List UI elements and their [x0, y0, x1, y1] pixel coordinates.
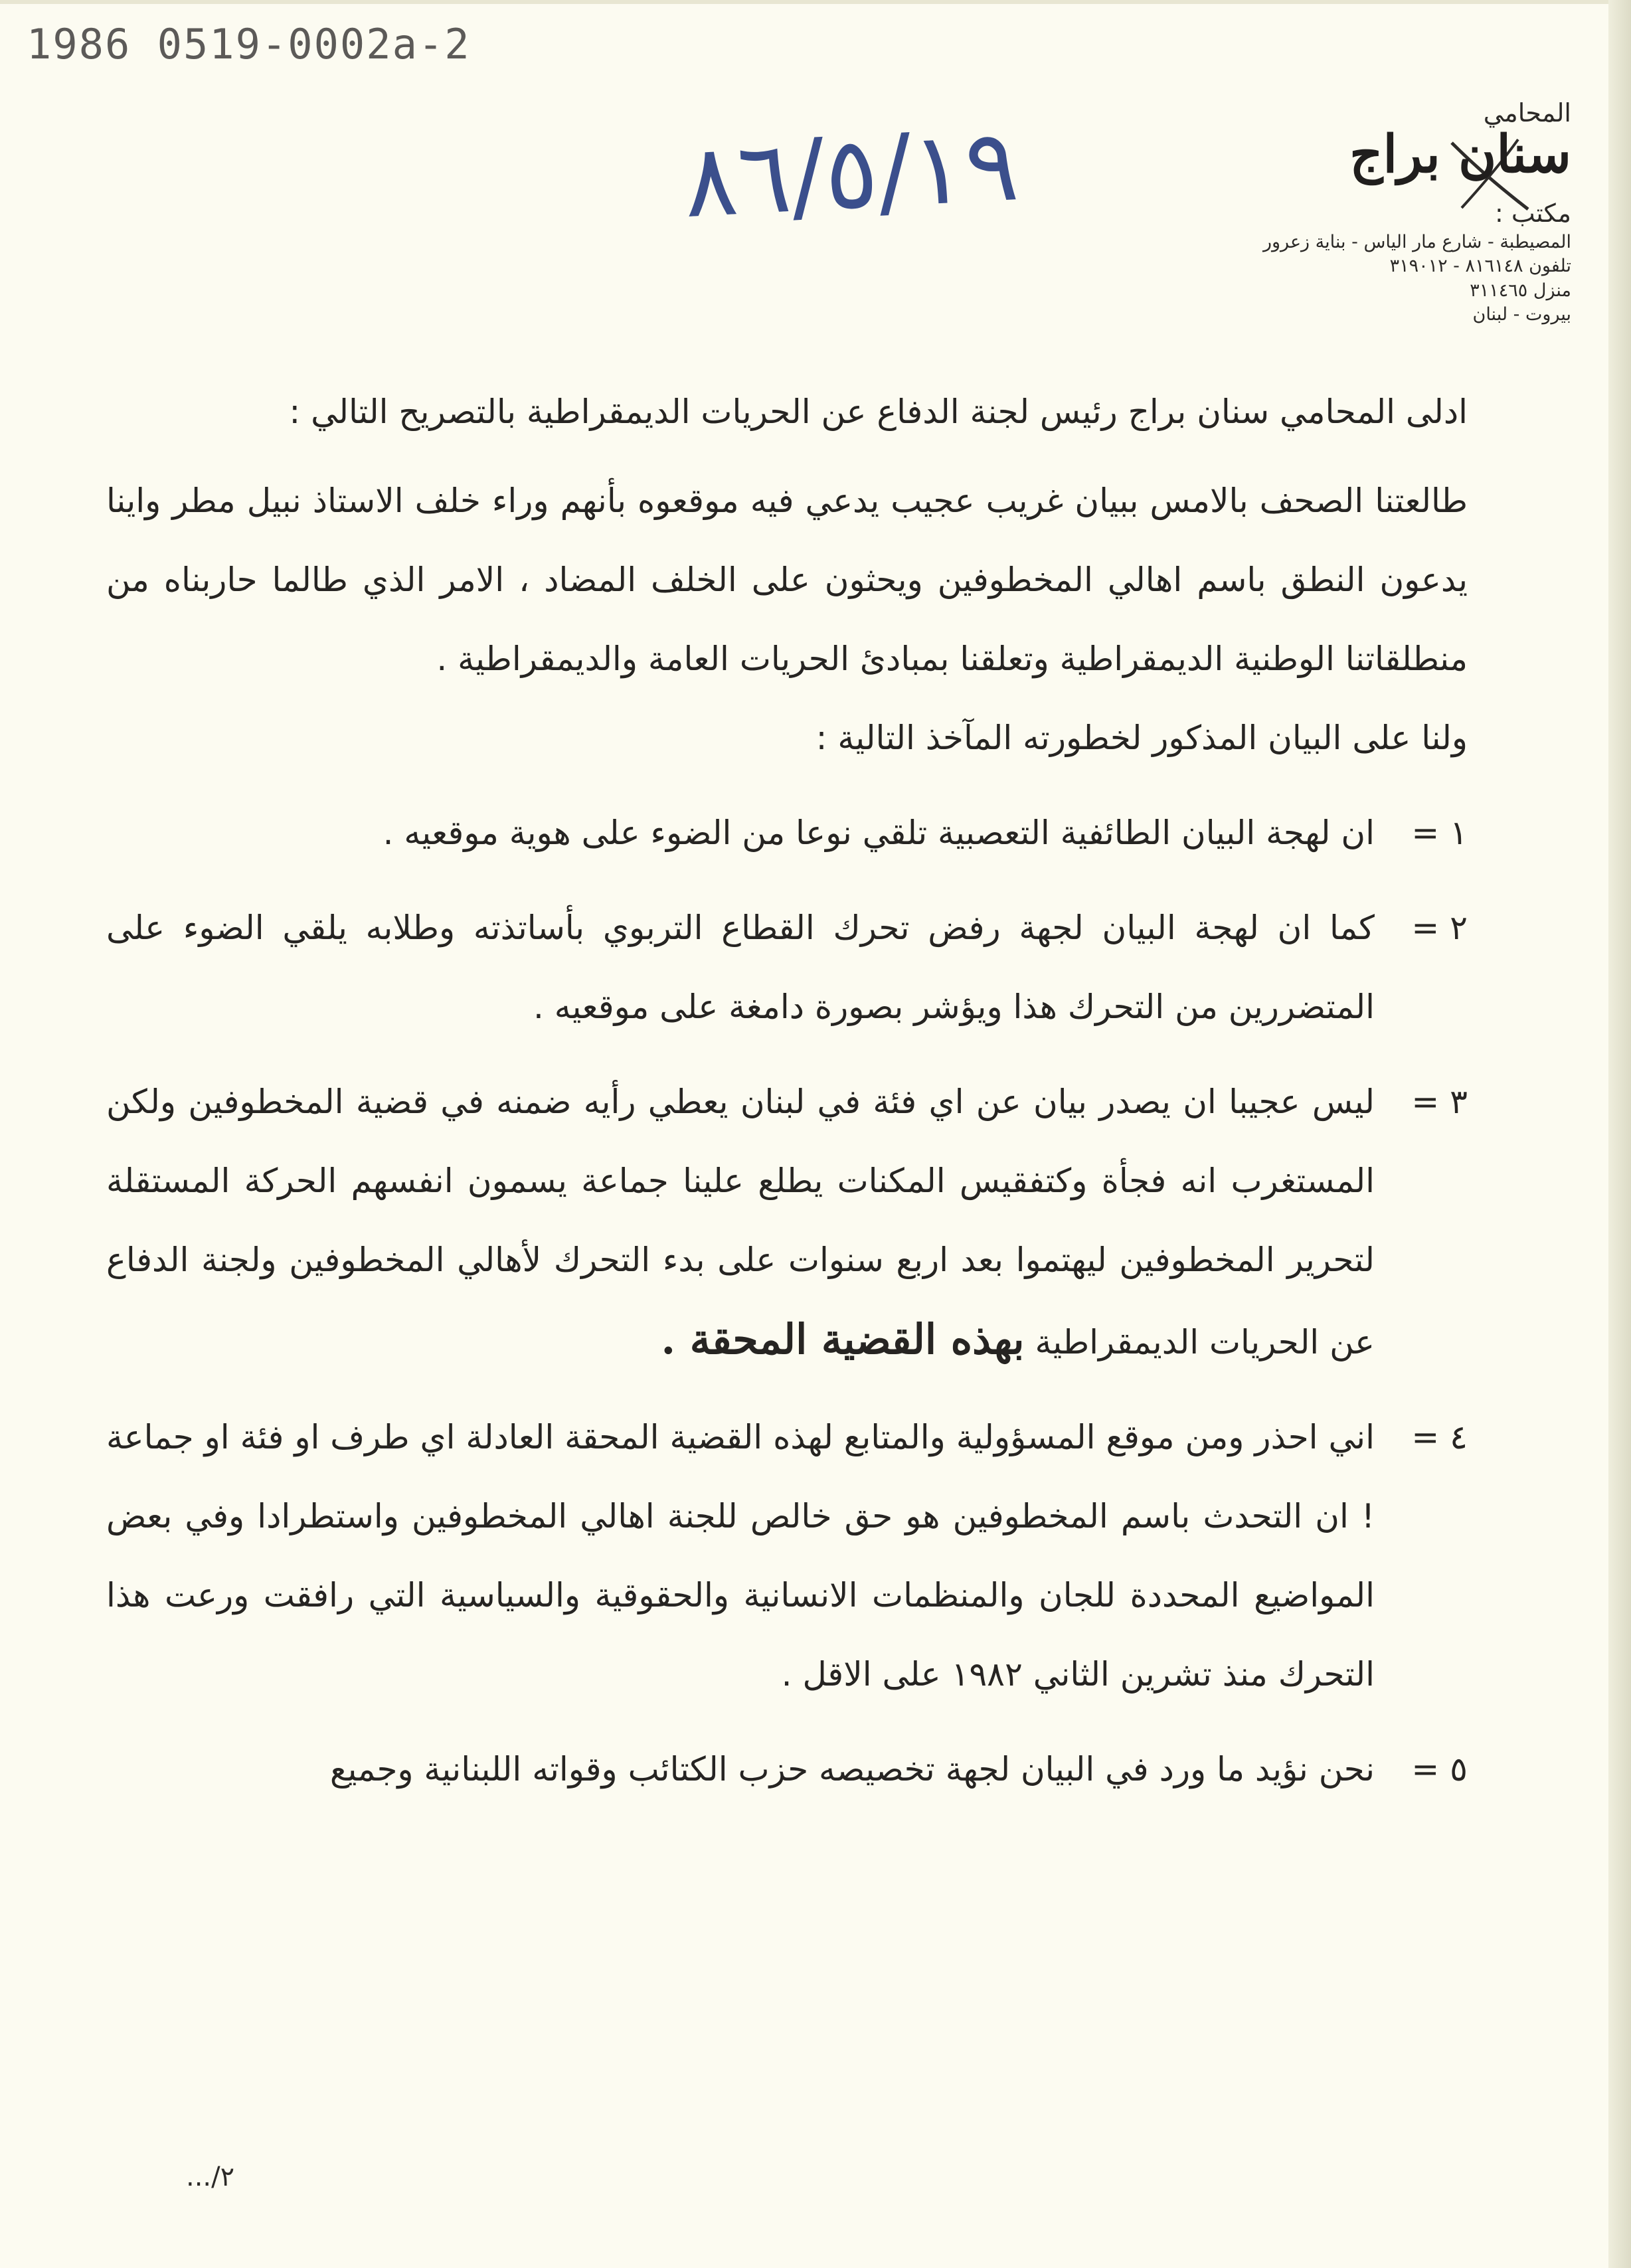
- paragraph-1: طالعتنا الصحف بالامس ببيان غريب عجيب يدعي فيه موقعوه بأنهم وراء خلف الاستاذ نبيل مطر واينا يدعون النطق باسم اهالي المخطوفين ويحثون على الخلف المضاد ، الامر الذي طالما حاربناه من منطلقاتنا الوطنية الديمقراطية وتعلقنا بمبادئ الحريات العامة والديمقراطية .: [106, 481, 1468, 678]
- archive-id: 1986 0519-0002a-2: [27, 20, 471, 68]
- list-item-text: نحن نؤيد ما ورد في البيان لجهة تخصيصه حزب الكتائب وقواته اللبنانية وجميع: [329, 1750, 1375, 1788]
- letterhead-home: منزل ٣١١٤٦٥: [1470, 280, 1571, 301]
- list-item-number: ٢ =: [1411, 909, 1468, 947]
- list-item: [106, 1730, 1468, 1809]
- letterhead-office-label: مكتب :: [1494, 198, 1571, 228]
- list-item-number: ٥ =: [1411, 1750, 1468, 1788]
- list-item-text: ليس عجيبا ان يصدر بيان عن اي فئة في لبنان يعطي رأيه ضمنه في قضية المخطوفين ولكن المستغرب انه فجأة وكتفقيس المكنات يطلع علينا جماعة يسمون انفسهم الحركة المستقلة لتحرير المخطوفين ليهتموا بعد اربع سنوات على بدء التحرك لأهالي المخطوفين ولجنة الدفاع عن الحريات الديمقراطية: [106, 1083, 1375, 1361]
- page-right-edge: [1608, 0, 1631, 2268]
- document-body: [106, 362, 1468, 1809]
- list-item: [106, 794, 1468, 873]
- list-item: [106, 1063, 1468, 1382]
- list-item-text-container: [106, 1063, 1375, 1382]
- handwritten-date: ٨٦/٥/١٩: [681, 107, 1022, 241]
- letterhead-name: سنان براج: [1349, 124, 1571, 185]
- intro-statement: ادلى المحامي سنان براج رئيس لجنة الدفاع عن الحريات الديمقراطية بالتصريح التالي :: [289, 393, 1468, 431]
- letterhead: [1226, 100, 1571, 327]
- list-item-text: كما ان لهجة البيان لجهة رفض تحرك القطاع التربوي بأساتذته وطلابه يلقي الضوء على المتضررين من التحرك هذا ويؤشر بصورة دامغة على موقعيه .: [106, 909, 1375, 1026]
- paragraph-2: ولنا على البيان المذكور لخطورته المآخذ التالية :: [816, 719, 1468, 757]
- list-item-number: ١ =: [1411, 814, 1468, 852]
- letterhead-address: المصيطبة - شارع مار الياس - بناية زعرور: [1262, 231, 1571, 252]
- list-item-text: اني احذر ومن موقع المسؤولية والمتابع لهذه القضية المحقة العادلة اي طرف او فئة او جماعة ! ان التحدث باسم المخطوفين هو حق خالص للجنة اهالي المخطوفين واستطرادا وفي بعض المواضيع المحددة للجان والمنظمات الانسانية والحقوقية والسياسية التي رافقت ورعت هذا التحرك منذ تشرين الثاني ١٩٨٢ على الاقل .: [106, 1418, 1375, 1694]
- handwritten-insertion: بهذه القضية المحقة .: [661, 1315, 1025, 1363]
- page-number: ٢/...: [186, 2162, 235, 2192]
- letterhead-phone: تلفون ٨١٦١٤٨ - ٣١٩٠١٢: [1389, 256, 1571, 277]
- page-top-edge: [0, 0, 1631, 4]
- list-item: [106, 1398, 1468, 1714]
- list-item-number: ٤ =: [1411, 1418, 1468, 1456]
- list-item-text: ان لهجة البيان الطائفية التعصبية تلقي نوعا من الضوء على هوية موقعيه .: [383, 814, 1375, 852]
- list-item-number: ٣ =: [1411, 1083, 1468, 1121]
- letterhead-city: بيروت - لبنان: [1472, 304, 1571, 325]
- letterhead-title: المحامي: [1483, 98, 1571, 128]
- list-item: [106, 889, 1468, 1047]
